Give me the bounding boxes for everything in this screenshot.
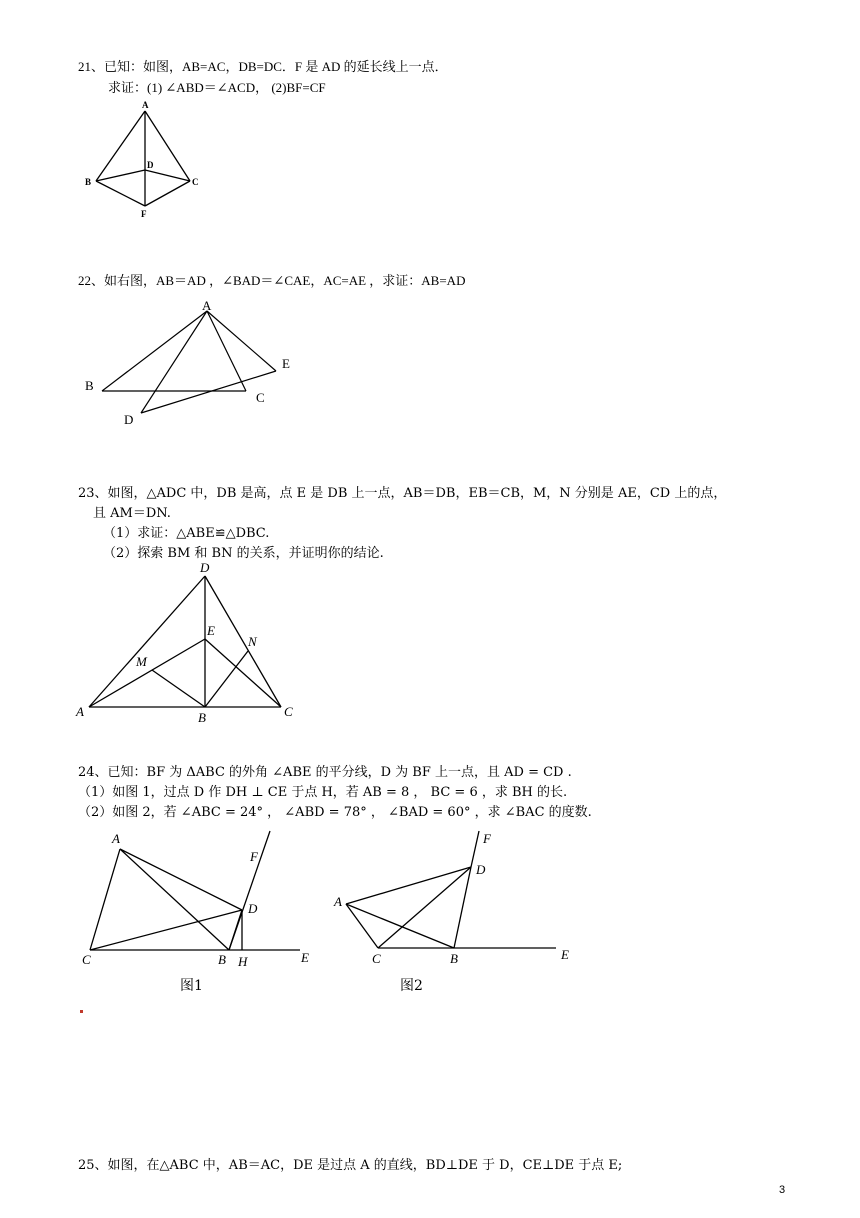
- q22-label-c: C: [256, 390, 265, 405]
- q24-fig1-label-b: B: [218, 952, 226, 967]
- q21-label-c: C: [192, 177, 199, 187]
- q23-line1: 23、如图，△ADC 中，DB 是高，点 E 是 DB 上一点，AB＝DB，EB＝CB，M，N 分别是 AE，CD 上的点，: [78, 486, 727, 501]
- q24-fig2-label-d: D: [476, 862, 486, 877]
- q21-label-d: D: [147, 160, 154, 170]
- q23-label-n: N: [248, 634, 257, 649]
- q24-fig1-label-h: H: [238, 954, 248, 969]
- q23-figure: [74, 558, 314, 728]
- q23-label-m: M: [136, 654, 147, 669]
- stray-mark: [80, 1010, 83, 1013]
- q24-line3: （2）如图 2，若 ∠ABC = 24° ， ∠ABD = 78° ， ∠BAD = 60° ，求 ∠BAC 的度数.: [78, 805, 592, 820]
- q24-fig1-caption: 图1: [180, 978, 203, 994]
- q22-line1: 22、如右图，AB＝AD ，∠BAD＝∠CAE，AC=AE ，求证：AB=AD: [78, 273, 466, 288]
- q23-line2: 且 AM＝DN.: [93, 506, 171, 521]
- q21-figure: [80, 98, 210, 223]
- q24-fig2-label-c: C: [372, 951, 381, 966]
- q23-label-b: B: [198, 710, 206, 725]
- q25-line1: 25、如图，在△ABC 中，AB＝AC，DE 是过点 A 的直线，BD⊥DE 于 D，CE⊥DE 于点 E;: [78, 1158, 623, 1173]
- q22-label-e: E: [282, 356, 290, 371]
- q24-line2: （1）如图 1，过点 D 作 DH ⊥ CE 于点 H，若 AB = 8 ， BC = 6 ，求 BH 的长.: [78, 785, 568, 800]
- q21-label-a: A: [142, 100, 149, 110]
- q24-fig2-label-f: F: [483, 831, 491, 846]
- q24-fig1-label-d: D: [248, 901, 258, 916]
- q24-fig2-caption: 图2: [400, 978, 423, 994]
- q22-label-d: D: [124, 412, 134, 427]
- q21-line1: 21、已知：如图，AB=AC，DB=DC．F 是 AD 的延长线上一点．: [78, 59, 448, 74]
- q23-label-d: D: [200, 560, 210, 575]
- q24-fig1-label-c: C: [82, 952, 91, 967]
- q21-line2: 求证：(1) ∠ABD＝∠ACD， (2)BF=CF: [108, 80, 326, 95]
- q24-fig1-label-f: F: [250, 849, 258, 864]
- q24-line1: 24、已知：BF 为 ΔABC 的外角 ∠ABE 的平分线，D 为 BF 上一点，且 AD = CD .: [78, 765, 572, 780]
- q24-figure-1: [78, 826, 328, 976]
- q22-label-a: A: [202, 298, 212, 313]
- q23-line4: （2）探索 BM 和 BN 的关系，并证明你的结论.: [103, 546, 384, 561]
- page-number: 3: [779, 1184, 786, 1196]
- q21-label-f: F: [141, 209, 147, 219]
- q24-fig2-label-b: B: [450, 951, 458, 966]
- q23-label-e: E: [207, 623, 215, 638]
- q23-line3: （1）求证：△ABE≌△DBC.: [103, 526, 270, 541]
- q24-fig1-label-a: A: [112, 831, 120, 846]
- q24-figure-2: [330, 826, 580, 976]
- q24-fig1-label-e: E: [301, 950, 309, 965]
- q22-figure: [80, 298, 310, 433]
- q21-label-b: B: [85, 177, 92, 187]
- q22-label-b: B: [85, 378, 94, 393]
- q23-label-a: A: [76, 704, 84, 719]
- q23-label-c: C: [284, 704, 293, 719]
- q24-fig2-label-a: A: [334, 894, 342, 909]
- q24-fig2-label-e: E: [561, 947, 569, 962]
